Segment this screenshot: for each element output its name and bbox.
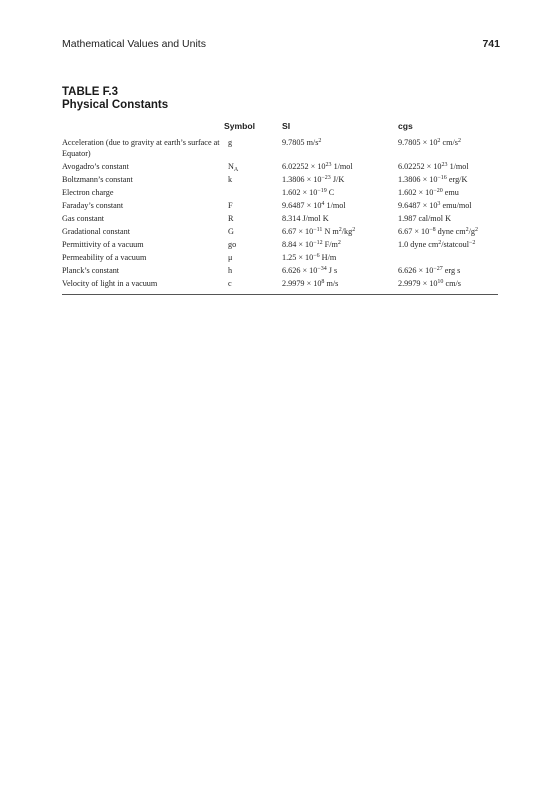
value-part: −6 <box>313 253 320 259</box>
value-part: −12 <box>313 240 323 246</box>
constant-name: Planck’s constant <box>62 266 120 275</box>
cgs-value <box>398 226 498 239</box>
value-part: /g <box>468 227 476 236</box>
symbol-text: c <box>228 279 232 288</box>
si-value <box>282 278 398 291</box>
value-part: H/m <box>319 253 337 262</box>
table-row <box>62 213 498 226</box>
si-value <box>282 226 398 239</box>
value-part: −23 <box>321 175 331 181</box>
value-part: 1/mol <box>447 162 469 171</box>
value-part: 2.9979 × 10 <box>398 279 438 288</box>
table-row <box>62 252 498 265</box>
cgs-value <box>398 265 498 278</box>
symbol-subscript: A <box>233 167 239 173</box>
table-row <box>62 174 498 187</box>
constant-name: Velocity of light in a vacuum <box>62 279 158 288</box>
table-row <box>62 187 498 200</box>
table-title: Physical Constants <box>62 99 169 111</box>
cgs-value <box>398 174 498 187</box>
cgs-value <box>398 200 498 213</box>
value-part: 9.6487 × 10 <box>282 201 322 210</box>
value-part: J/K <box>330 175 345 184</box>
value-part: emu <box>442 188 459 197</box>
symbol-text: g <box>228 138 233 147</box>
value-part: 1.25 × 10 <box>282 253 314 262</box>
cgs-value <box>398 137 498 161</box>
constant-name: Avogadro’s constant <box>62 162 129 171</box>
symbol-text: N <box>228 162 234 171</box>
value-part: −11 <box>313 227 323 233</box>
constant-name: Acceleration (due to gravity at earth’s surface at Equator) <box>62 138 220 158</box>
value-part: /kg <box>341 227 353 236</box>
running-head-title: Mathematical Values and Units <box>62 38 206 50</box>
table-row <box>62 161 498 174</box>
value-part: 8 <box>321 279 325 285</box>
value-part: 6.67 × 10 <box>282 227 314 236</box>
cgs-value <box>398 213 498 226</box>
cgs-value <box>398 239 498 252</box>
si-value <box>282 174 398 187</box>
si-value <box>282 213 398 226</box>
value-part: 9.7805 × 10 <box>398 138 438 147</box>
si-value <box>282 265 398 278</box>
value-part: 6.67 × 10 <box>398 227 430 236</box>
constant-symbol <box>224 213 282 226</box>
page-number: 741 <box>482 38 500 50</box>
table-block <box>62 86 498 295</box>
si-value <box>282 200 398 213</box>
value-part: −8 <box>429 227 436 233</box>
constant-name: Boltzmann’s constant <box>62 175 133 184</box>
constant-symbol <box>224 226 282 239</box>
constant-symbol <box>224 137 282 161</box>
table-row <box>62 278 498 291</box>
constants-table <box>62 120 498 291</box>
si-value <box>282 161 398 174</box>
symbol-text: G <box>228 227 234 236</box>
constant-name: Permeability of a vacuum <box>62 253 147 262</box>
si-value <box>282 252 398 265</box>
symbol-text: R <box>228 214 234 223</box>
value-part: 2.9979 × 10 <box>282 279 322 288</box>
symbol-text: h <box>228 266 233 275</box>
value-part: F/m <box>322 240 338 249</box>
constant-symbol <box>224 252 282 265</box>
value-part: cm/s <box>440 138 458 147</box>
value-part: 23 <box>325 162 332 168</box>
value-part: 2 <box>338 227 342 233</box>
cgs-value <box>398 278 498 291</box>
symbol-text: k <box>228 175 233 184</box>
value-part: 1.0 dyne cm <box>398 240 439 249</box>
cgs-value <box>398 252 498 265</box>
constant-symbol <box>224 239 282 252</box>
constant-symbol <box>224 200 282 213</box>
si-value <box>282 239 398 252</box>
header-symbol: Symbol <box>224 121 256 131</box>
value-part: /statcoul <box>441 240 469 249</box>
value-part: 1.987 cal/mol K <box>398 214 451 223</box>
value-part: 9.7805 m/s <box>282 138 319 147</box>
header-cgs: cgs <box>398 121 413 131</box>
value-part: m/s <box>324 279 339 288</box>
symbol-text: μ <box>228 253 233 262</box>
symbol-text: F <box>228 201 233 210</box>
constant-name: Electron charge <box>62 188 114 197</box>
constant-name: Faraday’s constant <box>62 201 124 210</box>
value-part: 1/mol <box>324 201 346 210</box>
value-part: −19 <box>317 188 327 194</box>
header-si: SI <box>282 121 291 131</box>
constant-symbol <box>224 265 282 278</box>
value-part: 1.602 × 10 <box>282 188 318 197</box>
value-part: 1.3806 × 10 <box>282 175 322 184</box>
table-row <box>62 200 498 213</box>
table-row <box>62 137 498 161</box>
value-part: C <box>326 188 335 197</box>
value-part: 3 <box>437 201 441 207</box>
symbol-text: go <box>228 240 237 249</box>
value-part: emu/mol <box>440 201 472 210</box>
table-row <box>62 226 498 239</box>
value-part: 2 <box>352 227 356 233</box>
constant-symbol <box>224 161 282 174</box>
value-part: 1/mol <box>331 162 353 171</box>
value-part: 1.602 × 10 <box>398 188 434 197</box>
value-part: 2 <box>465 227 469 233</box>
value-part: 8.314 J/mol K <box>282 214 329 223</box>
value-part: 2 <box>457 138 461 144</box>
value-part: 10 <box>437 279 444 285</box>
value-part: dyne cm <box>435 227 466 236</box>
value-part: 8.84 × 10 <box>282 240 314 249</box>
value-part: 4 <box>321 201 325 207</box>
si-value <box>282 137 398 161</box>
value-part: −27 <box>433 266 443 272</box>
value-part: 6.02252 × 10 <box>398 162 442 171</box>
value-part: −20 <box>433 188 443 194</box>
value-part: 6.02252 × 10 <box>282 162 326 171</box>
cgs-value <box>398 161 498 174</box>
si-value <box>282 187 398 200</box>
constant-name: Permittivity of a vacuum <box>62 240 144 249</box>
value-part: erg/K <box>446 175 468 184</box>
value-part: 2 <box>475 227 479 233</box>
value-part: 2 <box>438 240 442 246</box>
value-part: erg s <box>442 266 461 275</box>
value-part: 6.626 × 10 <box>282 266 318 275</box>
value-part: −2 <box>469 240 476 246</box>
value-part: cm/s <box>443 279 461 288</box>
constant-symbol <box>224 278 282 291</box>
value-part: 1.3806 × 10 <box>398 175 438 184</box>
value-part: 23 <box>441 162 448 168</box>
value-part: 2 <box>337 240 341 246</box>
table-body <box>62 137 498 291</box>
value-part: 2 <box>318 138 322 144</box>
value-part: N m <box>322 227 339 236</box>
table-bottom-rule <box>62 294 498 295</box>
constant-symbol <box>224 174 282 187</box>
header-name <box>62 120 224 137</box>
table-label: TABLE F.3 <box>62 86 119 98</box>
value-part: 6.626 × 10 <box>398 266 434 275</box>
value-part: −34 <box>317 266 327 272</box>
cgs-value <box>398 187 498 200</box>
value-part: 2 <box>437 138 441 144</box>
constant-name: Gas constant <box>62 214 105 223</box>
value-part: 9.6487 × 10 <box>398 201 438 210</box>
table-row <box>62 239 498 252</box>
value-part: −16 <box>437 175 447 181</box>
value-part: J s <box>326 266 338 275</box>
constant-symbol <box>224 187 282 200</box>
header-row <box>62 120 498 137</box>
table-row <box>62 265 498 278</box>
constant-name: Gradational constant <box>62 227 130 236</box>
running-head <box>62 38 500 54</box>
